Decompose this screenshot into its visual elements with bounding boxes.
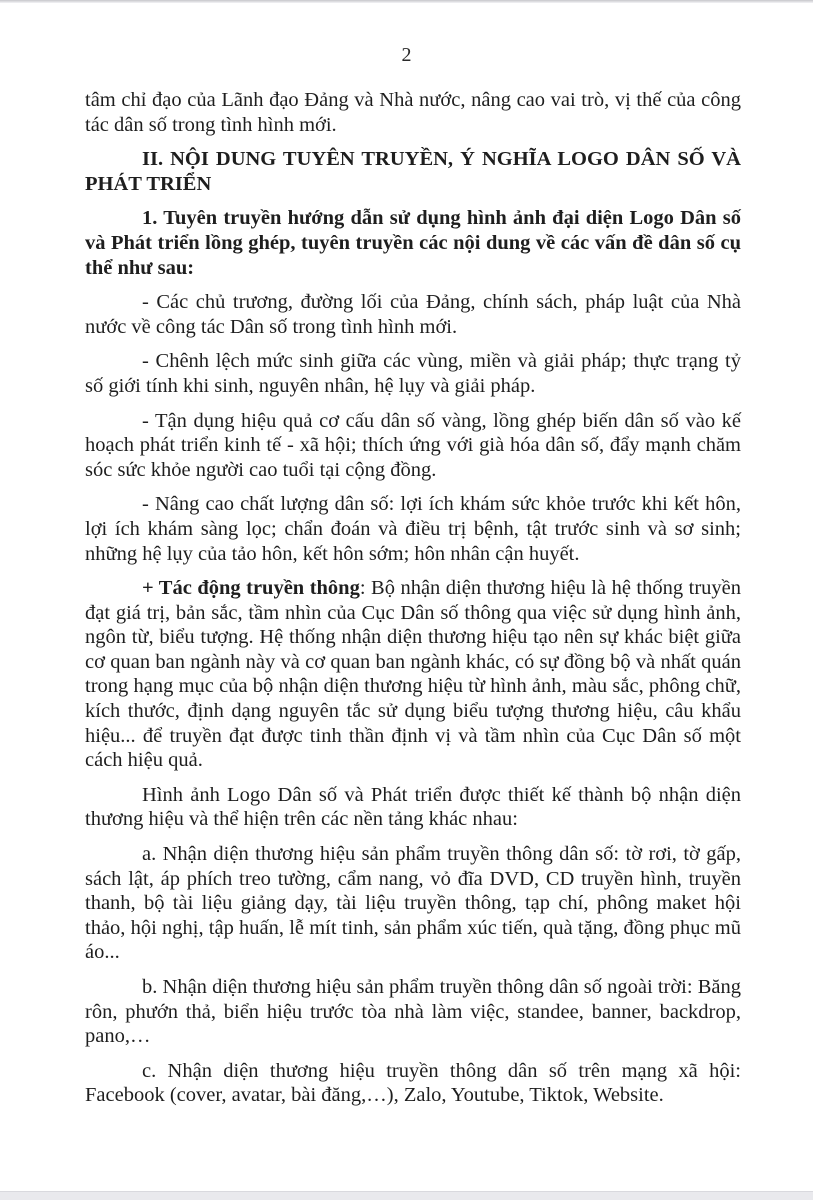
scan-top-edge bbox=[0, 0, 813, 3]
item-c-mang-xa-hoi: c. Nhận diện thương hiệu truyền thông dân số trên mạng xã hội: Facebook (cover, avatar, bài đăng,…), Zalo, Youtube, Tiktok, Website. bbox=[85, 1059, 741, 1107]
bullet-chenh-lech-muc-sinh: - Chênh lệch mức sinh giữa các vùng, miền và giải pháp; thực trạng tỷ số giới tính khi sinh, nguyên nhân, hệ lụy và giải pháp. bbox=[85, 350, 741, 397]
scan-bottom-edge bbox=[0, 1191, 813, 1200]
bullet-chu-truong: - Các chủ trương, đường lối của Đảng, chính sách, pháp luật của Nhà nước về công tác Dân số trong tình hình mới. bbox=[85, 291, 741, 338]
section-heading-ii: II. NỘI DUNG TUYÊN TRUYỀN, Ý NGHĨA LOGO DÂN SỐ VÀ PHÁT TRIỂN bbox=[85, 148, 741, 195]
paragraph-logo-intro: Hình ảnh Logo Dân số và Phát triển được thiết kế thành bộ nhận diện thương hiệu và thể hiện trên các nền tảng khác nhau: bbox=[85, 783, 741, 831]
tac-dong-truyen-thong-label: + Tác động truyền thông bbox=[142, 577, 360, 600]
bullet-nang-cao-chat-luong: - Nâng cao chất lượng dân số: lợi ích khám sức khỏe trước khi kết hôn, lợi ích khám sàng lọc; chẩn đoán và điều trị bệnh, tật trước sinh và sơ sinh; những hệ lụy của tảo hôn, kết hôn sớm; hôn nhân cận huyết. bbox=[85, 493, 741, 565]
paragraph-continuation: tâm chỉ đạo của Lãnh đạo Đảng và Nhà nước, nâng cao vai trò, vị thế của công tác dân số trong tình hình mới. bbox=[85, 89, 741, 136]
document-body bbox=[0, 67, 813, 1108]
paragraph-tac-dong-truyen-thong bbox=[85, 576, 741, 773]
paragraph-1-intro: 1. Tuyên truyền hướng dẫn sử dụng hình ảnh đại diện Logo Dân số và Phát triển lồng ghép, tuyên truyền các nội dung về các vấn đề dân số cụ thể như sau: bbox=[85, 207, 741, 279]
item-a-san-pham-truyen-thong: a. Nhận diện thương hiệu sản phẩm truyền thông dân số: tờ rơi, tờ gấp, sách lật, áp phích treo tường, cẩm nang, vỏ đĩa DVD, CD truyền hình, truyền thanh, bộ tài liệu giảng dạy, tài liệu truyền thông, tạp chí, phông maket hội thảo, hội nghị, tập huấn, lễ mít tinh, sản phẩm xúc tiến, quà tặng, đồng phục mũ áo... bbox=[85, 843, 741, 964]
bullet-co-cau-dan-so-vang: - Tận dụng hiệu quả cơ cấu dân số vàng, lồng ghép biến dân số vào kế hoạch phát triển kinh tế - xã hội; thích ứng với già hóa dân số, đẩy mạnh chăm sóc sức khỏe người cao tuổi tại cộng đồng. bbox=[85, 409, 741, 481]
page-number: 2 bbox=[401, 44, 412, 66]
item-b-ngoai-troi: b. Nhận diện thương hiệu sản phẩm truyền thông dân số ngoài trời: Băng rôn, phướn thả, biển hiệu trước tòa nhà làm việc, standee, banner, backdrop, pano,… bbox=[85, 976, 741, 1048]
tac-dong-truyen-thong-body: : Bộ nhận diện thương hiệu là hệ thống truyền đạt giá trị, bản sắc, tầm nhìn của Cục Dân số thông qua việc sử dụng hình ảnh, ngôn từ, biểu tượng. Hệ thống nhận diện thương hiệu tạo nên sự khác biệt giữa cơ quan ban ngành này và cơ quan ban ngành khác, có sự đồng bộ và nhất quán trong hạng mục của bộ nhận diện thương hiệu từ hình ảnh, màu sắc, phông chữ, kích thước, định dạng nguyên tắc sử dụng biểu tượng thương hiệu, câu khẩu hiệu... để truyền đạt được tinh thần định vị và tầm nhìn của Cục Dân số một cách hiệu quả. bbox=[85, 577, 741, 772]
